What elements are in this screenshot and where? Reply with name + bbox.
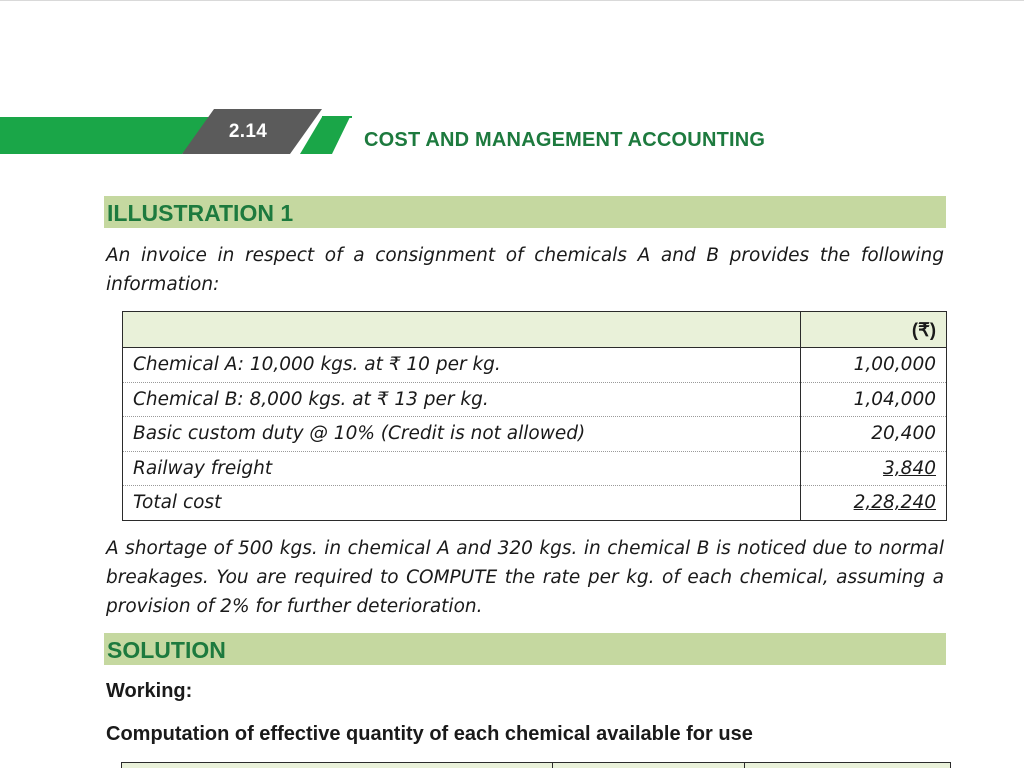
row-description: Chemical A: 10,000 kgs. at ₹ 10 per kg. (123, 348, 801, 383)
banner-graphic (0, 106, 360, 158)
solution-heading: SOLUTION (104, 633, 946, 665)
table-total-row (123, 486, 947, 521)
row-amount-cell (801, 451, 947, 486)
green-band-left (0, 117, 214, 154)
row-description: Total cost (123, 486, 801, 521)
row-amount: 1,00,000 (801, 348, 947, 383)
table-row (123, 348, 947, 383)
table-header-row (123, 312, 947, 348)
row-description: Chemical B: 8,000 kgs. at ₹ 13 per kg. (123, 382, 801, 417)
computation-heading: Computation of effective quantity of each chemical available for use (106, 723, 753, 745)
page-number: 2.14 (228, 121, 268, 142)
illustration-intro: An invoice in respect of a consignment of chemicals A and B provides the following information: (106, 245, 944, 295)
table-header-blank (123, 312, 801, 348)
table-row (123, 417, 947, 452)
invoice-table (122, 311, 947, 521)
total-amount: 2,28,240 (853, 492, 936, 514)
row-description: Basic custom duty @ 10% (Credit is not allowed) (123, 417, 801, 452)
row-description: Railway freight (123, 451, 801, 486)
top-rule (0, 0, 1024, 1)
row-amount: 1,04,000 (801, 382, 947, 417)
column-divider (552, 763, 553, 768)
computation-table-top (121, 762, 951, 768)
total-amount-cell (801, 486, 947, 521)
row-amount: 3,840 (883, 457, 936, 479)
running-title: COST AND MANAGEMENT ACCOUNTING (364, 129, 766, 151)
illustration-heading: ILLUSTRATION 1 (104, 196, 946, 228)
working-label: Working: (106, 680, 193, 702)
table-row (123, 451, 947, 486)
header-banner (0, 106, 360, 158)
problem-statement: A shortage of 500 kgs. in chemical A and 320 kgs. in chemical B is noticed due to normal breakages. You are required to COMPUTE the rate per kg. of each chemical, assuming a provision of 2% for further deterioration. (106, 538, 944, 617)
column-divider (744, 763, 745, 768)
row-amount: 20,400 (801, 417, 947, 452)
currency-header: (₹) (801, 312, 947, 348)
table-row (123, 382, 947, 417)
